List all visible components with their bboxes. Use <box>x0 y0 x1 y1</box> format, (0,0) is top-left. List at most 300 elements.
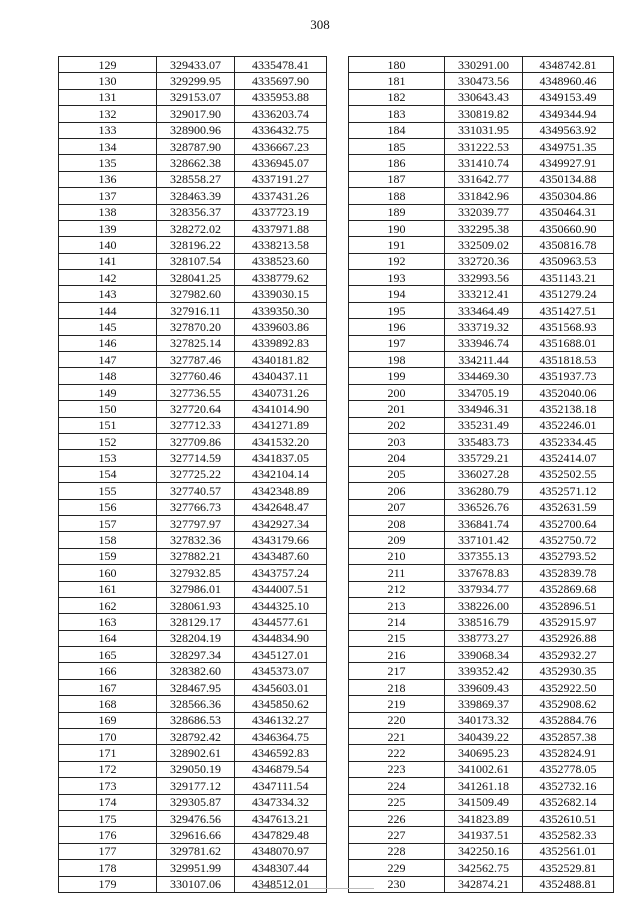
point-number-cell: 176 <box>59 827 157 843</box>
table-row <box>59 515 327 531</box>
point-number-cell: 170 <box>59 729 157 745</box>
table-row <box>59 401 327 417</box>
y-coordinate-cell: 4345603.01 <box>235 679 327 695</box>
y-coordinate-cell: 4352138.18 <box>523 401 614 417</box>
x-coordinate-cell: 329433.07 <box>157 57 235 73</box>
y-coordinate-cell: 4341837.05 <box>235 450 327 466</box>
y-coordinate-cell: 4345373.07 <box>235 663 327 679</box>
x-coordinate-cell: 328196.22 <box>157 237 235 253</box>
x-coordinate-cell: 329177.12 <box>157 778 235 794</box>
y-coordinate-cell: 4336203.74 <box>235 106 327 122</box>
coordinates-table-left-body <box>59 57 327 893</box>
x-coordinate-cell: 340695.23 <box>445 745 523 761</box>
table-row <box>349 302 614 318</box>
y-coordinate-cell: 4347334.32 <box>235 794 327 810</box>
table-row <box>349 663 614 679</box>
y-coordinate-cell: 4336945.07 <box>235 155 327 171</box>
table-row <box>59 122 327 138</box>
y-coordinate-cell: 4339030.15 <box>235 286 327 302</box>
x-coordinate-cell: 328467.95 <box>157 679 235 695</box>
point-number-cell: 187 <box>349 171 445 187</box>
table-row <box>349 253 614 269</box>
table-row <box>59 876 327 892</box>
x-coordinate-cell: 331031.95 <box>445 122 523 138</box>
x-coordinate-cell: 328272.02 <box>157 220 235 236</box>
y-coordinate-cell: 4346364.75 <box>235 729 327 745</box>
table-row <box>349 384 614 400</box>
point-number-cell: 210 <box>349 548 445 564</box>
x-coordinate-cell: 341823.89 <box>445 810 523 826</box>
y-coordinate-cell: 4352839.78 <box>523 565 614 581</box>
y-coordinate-cell: 4339892.83 <box>235 335 327 351</box>
y-coordinate-cell: 4351568.93 <box>523 319 614 335</box>
point-number-cell: 138 <box>59 204 157 220</box>
point-number-cell: 178 <box>59 860 157 876</box>
x-coordinate-cell: 328382.60 <box>157 663 235 679</box>
point-number-cell: 213 <box>349 597 445 613</box>
point-number-cell: 141 <box>59 253 157 269</box>
point-number-cell: 220 <box>349 712 445 728</box>
table-row <box>59 188 327 204</box>
y-coordinate-cell: 4352582.33 <box>523 827 614 843</box>
x-coordinate-cell: 339869.37 <box>445 696 523 712</box>
table-row <box>59 286 327 302</box>
point-number-cell: 221 <box>349 729 445 745</box>
table-row <box>59 630 327 646</box>
point-number-cell: 162 <box>59 597 157 613</box>
x-coordinate-cell: 334211.44 <box>445 352 523 368</box>
point-number-cell: 180 <box>349 57 445 73</box>
y-coordinate-cell: 4342348.89 <box>235 483 327 499</box>
y-coordinate-cell: 4352732.16 <box>523 778 614 794</box>
table-row <box>59 761 327 777</box>
x-coordinate-cell: 332720.36 <box>445 253 523 269</box>
table-row <box>59 302 327 318</box>
x-coordinate-cell: 336027.28 <box>445 466 523 482</box>
table-row <box>59 827 327 843</box>
y-coordinate-cell: 4352869.68 <box>523 581 614 597</box>
x-coordinate-cell: 332295.38 <box>445 220 523 236</box>
y-coordinate-cell: 4352529.81 <box>523 860 614 876</box>
point-number-cell: 209 <box>349 532 445 548</box>
point-number-cell: 139 <box>59 220 157 236</box>
point-number-cell: 207 <box>349 499 445 515</box>
point-number-cell: 135 <box>59 155 157 171</box>
y-coordinate-cell: 4349751.35 <box>523 138 614 154</box>
x-coordinate-cell: 328041.25 <box>157 270 235 286</box>
y-coordinate-cell: 4352930.35 <box>523 663 614 679</box>
table-row <box>349 57 614 73</box>
point-number-cell: 151 <box>59 417 157 433</box>
y-coordinate-cell: 4335478.41 <box>235 57 327 73</box>
x-coordinate-cell: 336526.76 <box>445 499 523 515</box>
point-number-cell: 190 <box>349 220 445 236</box>
table-row <box>59 450 327 466</box>
table-row <box>59 794 327 810</box>
y-coordinate-cell: 4352700.64 <box>523 515 614 531</box>
x-coordinate-cell: 339352.42 <box>445 663 523 679</box>
point-number-cell: 156 <box>59 499 157 515</box>
point-number-cell: 196 <box>349 319 445 335</box>
x-coordinate-cell: 342562.75 <box>445 860 523 876</box>
point-number-cell: 172 <box>59 761 157 777</box>
x-coordinate-cell: 328463.39 <box>157 188 235 204</box>
y-coordinate-cell: 4344834.90 <box>235 630 327 646</box>
table-row <box>349 614 614 630</box>
x-coordinate-cell: 327787.46 <box>157 352 235 368</box>
x-coordinate-cell: 335729.21 <box>445 450 523 466</box>
point-number-cell: 193 <box>349 270 445 286</box>
y-coordinate-cell: 4336667.23 <box>235 138 327 154</box>
y-coordinate-cell: 4352334.45 <box>523 433 614 449</box>
x-coordinate-cell: 341509.49 <box>445 794 523 810</box>
point-number-cell: 198 <box>349 352 445 368</box>
x-coordinate-cell: 335231.49 <box>445 417 523 433</box>
y-coordinate-cell: 4341271.89 <box>235 417 327 433</box>
x-coordinate-cell: 328686.53 <box>157 712 235 728</box>
table-row <box>349 827 614 843</box>
point-number-cell: 205 <box>349 466 445 482</box>
point-number-cell: 217 <box>349 663 445 679</box>
table-row <box>349 810 614 826</box>
x-coordinate-cell: 329050.19 <box>157 761 235 777</box>
point-number-cell: 228 <box>349 843 445 859</box>
y-coordinate-cell: 4352488.81 <box>523 876 614 892</box>
table-row <box>349 122 614 138</box>
point-number-cell: 158 <box>59 532 157 548</box>
point-number-cell: 214 <box>349 614 445 630</box>
point-number-cell: 144 <box>59 302 157 318</box>
point-number-cell: 219 <box>349 696 445 712</box>
table-row <box>349 450 614 466</box>
table-row <box>59 483 327 499</box>
x-coordinate-cell: 337934.77 <box>445 581 523 597</box>
point-number-cell: 173 <box>59 778 157 794</box>
table-row <box>349 729 614 745</box>
point-number-cell: 229 <box>349 860 445 876</box>
x-coordinate-cell: 339609.43 <box>445 679 523 695</box>
table-row <box>59 696 327 712</box>
y-coordinate-cell: 4335697.90 <box>235 73 327 89</box>
x-coordinate-cell: 327825.14 <box>157 335 235 351</box>
y-coordinate-cell: 4350660.90 <box>523 220 614 236</box>
table-row <box>59 712 327 728</box>
y-coordinate-cell: 4340181.82 <box>235 352 327 368</box>
table-row <box>59 253 327 269</box>
y-coordinate-cell: 4348960.46 <box>523 73 614 89</box>
table-row <box>59 220 327 236</box>
point-number-cell: 206 <box>349 483 445 499</box>
x-coordinate-cell: 328792.42 <box>157 729 235 745</box>
x-coordinate-cell: 329153.07 <box>157 89 235 105</box>
point-number-cell: 147 <box>59 352 157 368</box>
y-coordinate-cell: 4337431.26 <box>235 188 327 204</box>
x-coordinate-cell: 329616.66 <box>157 827 235 843</box>
table-row <box>59 663 327 679</box>
y-coordinate-cell: 4352857.38 <box>523 729 614 745</box>
x-coordinate-cell: 331642.77 <box>445 171 523 187</box>
table-row <box>59 171 327 187</box>
table-row <box>59 499 327 515</box>
y-coordinate-cell: 4352884.76 <box>523 712 614 728</box>
x-coordinate-cell: 338773.27 <box>445 630 523 646</box>
point-number-cell: 200 <box>349 384 445 400</box>
point-number-cell: 202 <box>349 417 445 433</box>
x-coordinate-cell: 333464.49 <box>445 302 523 318</box>
x-coordinate-cell: 328129.17 <box>157 614 235 630</box>
table-row <box>349 647 614 663</box>
y-coordinate-cell: 4335953.88 <box>235 89 327 105</box>
point-number-cell: 184 <box>349 122 445 138</box>
x-coordinate-cell: 332039.77 <box>445 204 523 220</box>
x-coordinate-cell: 334705.19 <box>445 384 523 400</box>
table-row <box>59 860 327 876</box>
table-row <box>59 729 327 745</box>
y-coordinate-cell: 4344577.61 <box>235 614 327 630</box>
point-number-cell: 165 <box>59 647 157 663</box>
point-number-cell: 182 <box>349 89 445 105</box>
table-row <box>349 860 614 876</box>
point-number-cell: 218 <box>349 679 445 695</box>
table-row <box>59 466 327 482</box>
table-row <box>349 270 614 286</box>
table-row <box>349 515 614 531</box>
y-coordinate-cell: 4350134.88 <box>523 171 614 187</box>
table-row <box>349 499 614 515</box>
point-number-cell: 166 <box>59 663 157 679</box>
x-coordinate-cell: 329299.95 <box>157 73 235 89</box>
table-row <box>59 565 327 581</box>
x-coordinate-cell: 328902.61 <box>157 745 235 761</box>
table-row <box>59 417 327 433</box>
y-coordinate-cell: 4345127.01 <box>235 647 327 663</box>
y-coordinate-cell: 4342648.47 <box>235 499 327 515</box>
point-number-cell: 154 <box>59 466 157 482</box>
x-coordinate-cell: 336841.74 <box>445 515 523 531</box>
y-coordinate-cell: 4340731.26 <box>235 384 327 400</box>
table-row <box>349 188 614 204</box>
table-row <box>349 548 614 564</box>
x-coordinate-cell: 342250.16 <box>445 843 523 859</box>
y-coordinate-cell: 4340437.11 <box>235 368 327 384</box>
point-number-cell: 211 <box>349 565 445 581</box>
table-row <box>349 630 614 646</box>
y-coordinate-cell: 4349344.94 <box>523 106 614 122</box>
y-coordinate-cell: 4338213.58 <box>235 237 327 253</box>
y-coordinate-cell: 4338523.60 <box>235 253 327 269</box>
point-number-cell: 216 <box>349 647 445 663</box>
table-row <box>349 532 614 548</box>
table-row <box>349 761 614 777</box>
x-coordinate-cell: 328297.34 <box>157 647 235 663</box>
x-coordinate-cell: 328356.37 <box>157 204 235 220</box>
point-number-cell: 137 <box>59 188 157 204</box>
point-number-cell: 185 <box>349 138 445 154</box>
y-coordinate-cell: 4352610.51 <box>523 810 614 826</box>
point-number-cell: 179 <box>59 876 157 892</box>
y-coordinate-cell: 4348070.97 <box>235 843 327 859</box>
x-coordinate-cell: 327714.59 <box>157 450 235 466</box>
table-row <box>349 843 614 859</box>
table-row <box>349 237 614 253</box>
table-row <box>59 138 327 154</box>
table-row <box>349 778 614 794</box>
table-row <box>349 89 614 105</box>
x-coordinate-cell: 339068.34 <box>445 647 523 663</box>
x-coordinate-cell: 334469.30 <box>445 368 523 384</box>
table-row <box>349 679 614 695</box>
point-number-cell: 130 <box>59 73 157 89</box>
table-row <box>59 155 327 171</box>
y-coordinate-cell: 4350816.78 <box>523 237 614 253</box>
table-row <box>59 106 327 122</box>
table-row <box>59 745 327 761</box>
x-coordinate-cell: 327870.20 <box>157 319 235 335</box>
point-number-cell: 223 <box>349 761 445 777</box>
point-number-cell: 131 <box>59 89 157 105</box>
x-coordinate-cell: 333212.41 <box>445 286 523 302</box>
point-number-cell: 152 <box>59 433 157 449</box>
x-coordinate-cell: 329305.87 <box>157 794 235 810</box>
point-number-cell: 201 <box>349 401 445 417</box>
point-number-cell: 150 <box>59 401 157 417</box>
table-row <box>59 843 327 859</box>
table-row <box>59 335 327 351</box>
point-number-cell: 189 <box>349 204 445 220</box>
y-coordinate-cell: 4351818.53 <box>523 352 614 368</box>
table-row <box>349 220 614 236</box>
point-number-cell: 195 <box>349 302 445 318</box>
x-coordinate-cell: 331222.53 <box>445 138 523 154</box>
y-coordinate-cell: 4351279.24 <box>523 286 614 302</box>
table-row <box>59 384 327 400</box>
x-coordinate-cell: 330643.43 <box>445 89 523 105</box>
y-coordinate-cell: 4347829.48 <box>235 827 327 843</box>
x-coordinate-cell: 328107.54 <box>157 253 235 269</box>
x-coordinate-cell: 328061.93 <box>157 597 235 613</box>
point-number-cell: 191 <box>349 237 445 253</box>
footer-rule <box>258 888 374 889</box>
point-number-cell: 183 <box>349 106 445 122</box>
y-coordinate-cell: 4352778.05 <box>523 761 614 777</box>
point-number-cell: 140 <box>59 237 157 253</box>
point-number-cell: 145 <box>59 319 157 335</box>
x-coordinate-cell: 327736.55 <box>157 384 235 400</box>
coordinates-table-right-body <box>349 57 614 893</box>
table-row <box>59 597 327 613</box>
y-coordinate-cell: 4344007.51 <box>235 581 327 597</box>
x-coordinate-cell: 334946.31 <box>445 401 523 417</box>
table-row <box>349 433 614 449</box>
point-number-cell: 230 <box>349 876 445 892</box>
x-coordinate-cell: 328204.19 <box>157 630 235 646</box>
y-coordinate-cell: 4342104.14 <box>235 466 327 482</box>
point-number-cell: 197 <box>349 335 445 351</box>
y-coordinate-cell: 4350464.31 <box>523 204 614 220</box>
table-row <box>349 319 614 335</box>
x-coordinate-cell: 330473.56 <box>445 73 523 89</box>
table-row <box>59 548 327 564</box>
point-number-cell: 222 <box>349 745 445 761</box>
y-coordinate-cell: 4347111.54 <box>235 778 327 794</box>
y-coordinate-cell: 4352793.52 <box>523 548 614 564</box>
table-row <box>349 401 614 417</box>
point-number-cell: 174 <box>59 794 157 810</box>
x-coordinate-cell: 327797.97 <box>157 515 235 531</box>
y-coordinate-cell: 4352908.62 <box>523 696 614 712</box>
table-row <box>349 155 614 171</box>
y-coordinate-cell: 4352922.50 <box>523 679 614 695</box>
point-number-cell: 203 <box>349 433 445 449</box>
table-row <box>59 433 327 449</box>
table-row <box>59 73 327 89</box>
x-coordinate-cell: 327882.21 <box>157 548 235 564</box>
table-row <box>349 466 614 482</box>
x-coordinate-cell: 329951.99 <box>157 860 235 876</box>
x-coordinate-cell: 328900.96 <box>157 122 235 138</box>
table-row <box>59 57 327 73</box>
y-coordinate-cell: 4337723.19 <box>235 204 327 220</box>
table-row <box>59 532 327 548</box>
point-number-cell: 225 <box>349 794 445 810</box>
point-number-cell: 226 <box>349 810 445 826</box>
x-coordinate-cell: 337101.42 <box>445 532 523 548</box>
x-coordinate-cell: 327932.85 <box>157 565 235 581</box>
y-coordinate-cell: 4346879.54 <box>235 761 327 777</box>
table-row <box>59 89 327 105</box>
table-row <box>349 171 614 187</box>
y-coordinate-cell: 4349563.92 <box>523 122 614 138</box>
y-coordinate-cell: 4337971.88 <box>235 220 327 236</box>
x-coordinate-cell: 328558.27 <box>157 171 235 187</box>
y-coordinate-cell: 4352502.55 <box>523 466 614 482</box>
point-number-cell: 134 <box>59 138 157 154</box>
y-coordinate-cell: 4350304.86 <box>523 188 614 204</box>
x-coordinate-cell: 341002.61 <box>445 761 523 777</box>
x-coordinate-cell: 331410.74 <box>445 155 523 171</box>
x-coordinate-cell: 327725.22 <box>157 466 235 482</box>
y-coordinate-cell: 4352926.88 <box>523 630 614 646</box>
x-coordinate-cell: 328566.36 <box>157 696 235 712</box>
table-row <box>349 483 614 499</box>
x-coordinate-cell: 341937.51 <box>445 827 523 843</box>
table-row <box>349 565 614 581</box>
point-number-cell: 149 <box>59 384 157 400</box>
x-coordinate-cell: 338226.00 <box>445 597 523 613</box>
x-coordinate-cell: 329017.90 <box>157 106 235 122</box>
point-number-cell: 168 <box>59 696 157 712</box>
point-number-cell: 148 <box>59 368 157 384</box>
point-number-cell: 177 <box>59 843 157 859</box>
point-number-cell: 204 <box>349 450 445 466</box>
table-row <box>349 876 614 892</box>
point-number-cell: 175 <box>59 810 157 826</box>
table-row <box>349 204 614 220</box>
table-row <box>59 647 327 663</box>
x-coordinate-cell: 329476.56 <box>157 810 235 826</box>
y-coordinate-cell: 4350963.53 <box>523 253 614 269</box>
table-row <box>349 106 614 122</box>
table-row <box>349 286 614 302</box>
y-coordinate-cell: 4345850.62 <box>235 696 327 712</box>
x-coordinate-cell: 329781.62 <box>157 843 235 859</box>
y-coordinate-cell: 4348307.44 <box>235 860 327 876</box>
x-coordinate-cell: 330107.06 <box>157 876 235 892</box>
x-coordinate-cell: 331842.96 <box>445 188 523 204</box>
point-number-cell: 153 <box>59 450 157 466</box>
y-coordinate-cell: 4343487.60 <box>235 548 327 564</box>
point-number-cell: 143 <box>59 286 157 302</box>
